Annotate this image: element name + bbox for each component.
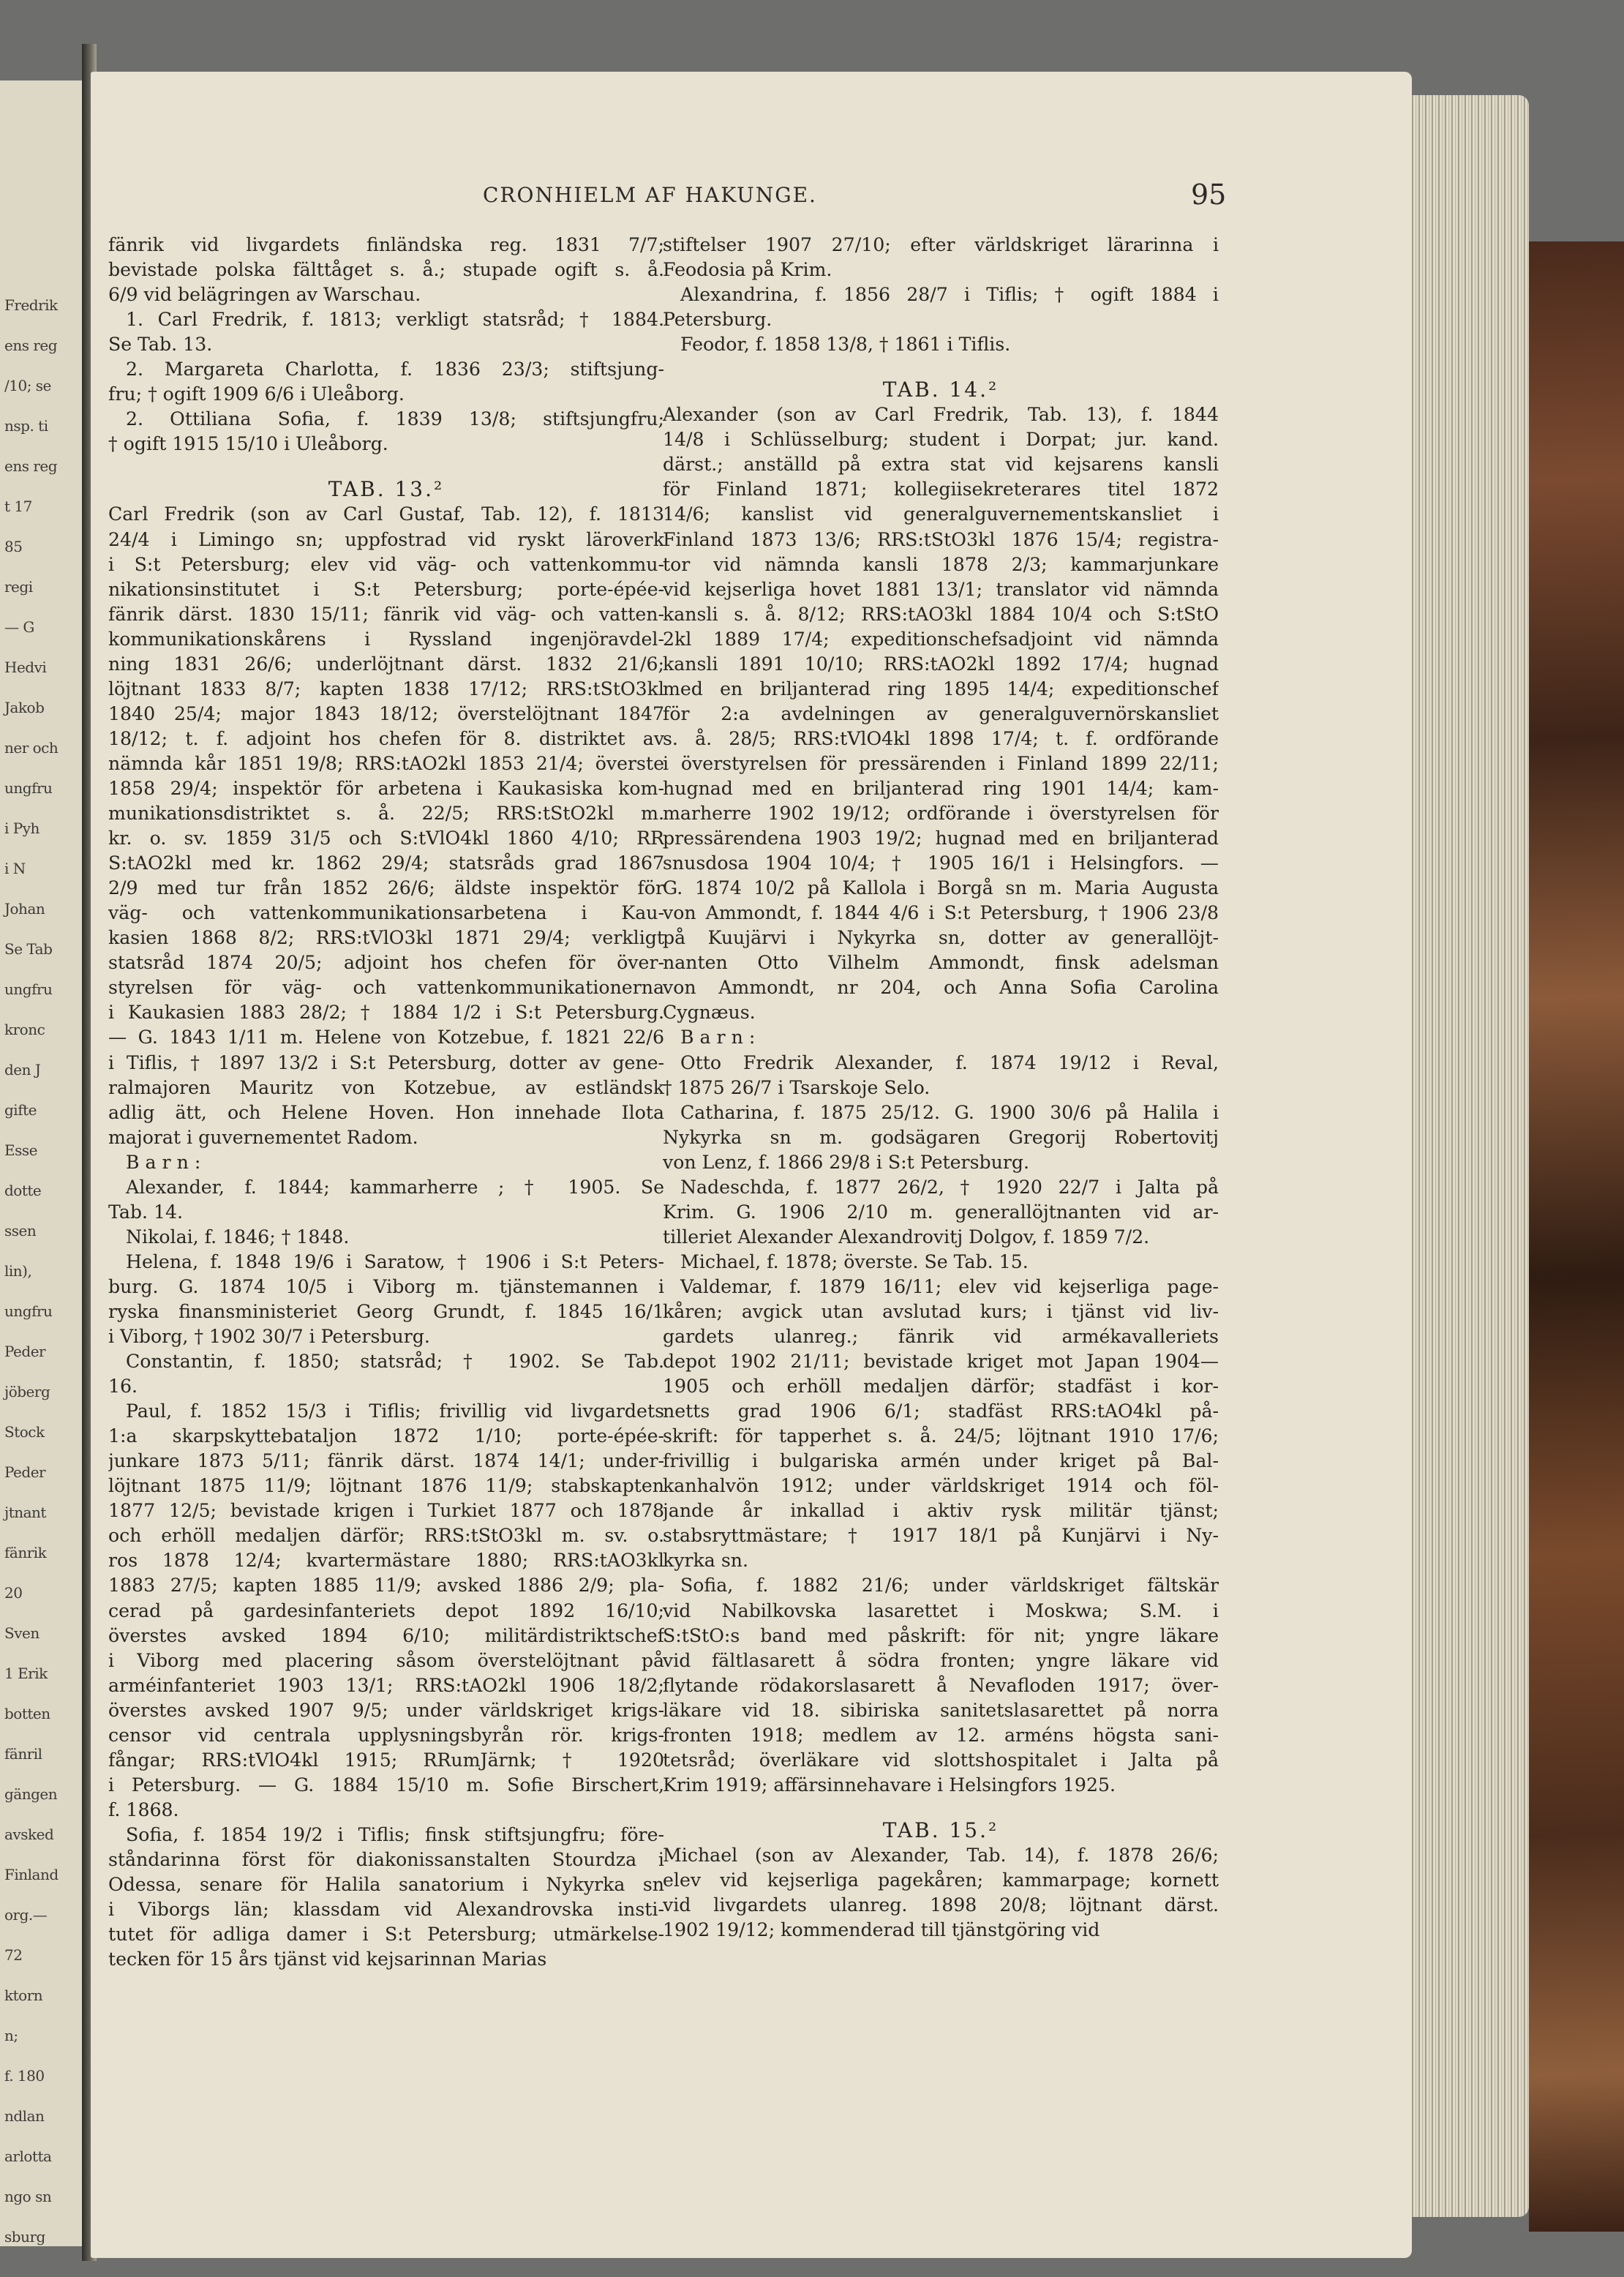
text-line: på Kuujärvi i Nykyrka sn, dotter av generallöjt- [663, 927, 1219, 949]
blank-line [663, 357, 1219, 378]
text-line: Feodosia på Krim. [663, 259, 832, 281]
text-line: nanten Otto Vilhelm Ammondt, finsk adelsman [663, 952, 1219, 974]
text-line: 14/8 i Schlüsselburg; student i Dorpat; jur. kand. [663, 429, 1219, 451]
page-number: 95 [1191, 179, 1227, 211]
text-line: Alexandrina, f. 1856 28/7 i Tiflis; † ogift 1884 i [680, 284, 1219, 306]
text-line: † ogift 1915 15/10 i Uleåborg. [108, 433, 388, 455]
text-line: för 2:a avdelningen av generalguvernörskansliet [663, 702, 1219, 724]
text-line: von Ammondt, nr 204, och Anna Sofia Carolina [663, 977, 1219, 999]
marbled-cover [1529, 241, 1624, 2232]
previous-page-text-fragment: Jakob [4, 699, 45, 716]
previous-page-text-fragment: den J [4, 1061, 41, 1079]
text-line: 1840 25/4; major 1843 18/12; överstelöjtnant 1847 [108, 702, 664, 724]
text-line: kansli 1891 10/10; RRS:tAO2kl 1892 17/4; hugnad [663, 653, 1219, 675]
text-line: G. 1874 10/2 på Kallola i Borgå sn m. Maria Augusta [663, 877, 1219, 899]
previous-page-text-fragment: jtnant [4, 1504, 46, 1521]
text-line: 18/12; t. f. adjoint hos chefen för 8. distriktet av [108, 727, 664, 749]
previous-page-text-fragment: lin), [4, 1262, 32, 1280]
previous-page-text-fragment: 72 [4, 1946, 23, 1964]
text-line: s. å. 28/5; RRS:tVlO4kl 1898 17/4; t. f. ordförande [663, 727, 1219, 749]
previous-page-text-fragment: t 17 [4, 498, 32, 515]
text-line: 1905 och erhöll medaljen därför; stadfäst i kor- [663, 1376, 1219, 1398]
text-line: fänrik därst. 1830 15/11; fänrik vid väg- och vatten- [108, 603, 664, 625]
text-line: kommunikationskårens i Ryssland ingenjöravdel- [108, 628, 664, 650]
table-heading: TAB. 14.² [882, 378, 999, 402]
previous-page-text-fragment: 20 [4, 1584, 23, 1602]
text-line: Sofia, f. 1882 21/6; under världskriget fältskär [680, 1575, 1219, 1597]
text-line: löjtnant 1833 8/7; kapten 1838 17/12; RRS:tStO3kl [108, 678, 664, 699]
text-line: 1877 12/5; bevistade krigen i Turkiet 1877 och 1878 [108, 1500, 664, 1522]
text-line: frivillig i bulgariska armén under kriget på Bal- [663, 1450, 1219, 1472]
previous-page-text-fragment: f. 180 [4, 2067, 45, 2085]
text-line: vid kejserliga hovet 1881 13/1; translator vid nämnda [663, 578, 1219, 600]
text-line: i S:t Petersburg; elev vid väg- och vattenkommu- [108, 553, 664, 575]
text-line: Feodor, f. 1858 13/8, † 1861 i Tiflis. [680, 334, 1011, 356]
previous-page-text-fragment: fänrik [4, 1544, 47, 1561]
text-line: fänrik vid livgardets finländska reg. 1831 7/7; [108, 234, 664, 255]
text-line: skrift: för tapperhet s. å. 24/5; löjtnant 1910 17/6; [663, 1425, 1219, 1447]
text-line: nikationsinstitutet i S:t Petersburg; porte-épée- [108, 578, 664, 600]
text-line: väg- och vattenkommunikationsarbetena i Kau- [108, 902, 664, 924]
text-line: elev vid kejserliga pagekåren; kammarpage; kornett [663, 1869, 1219, 1891]
text-line: statsråd 1874 20/5; adjoint hos chefen för över- [108, 952, 664, 974]
text-line: i Viborgs län; klassdam vid Alexandrovska insti- [108, 1899, 664, 1921]
previous-page-text-fragment: Stock [4, 1423, 45, 1441]
text-line: adlig ätt, och Helene Hoven. Hon innehade Ilota [108, 1101, 664, 1123]
text-line: för Finland 1871; kollegiisekreterares titel 1872 [663, 479, 1219, 500]
previous-page-text-fragment: org.— [4, 1906, 48, 1924]
text-line: Nikolai, f. 1846; † 1848. [126, 1226, 350, 1248]
text-line: vid Nabilkovska lasarettet i Moskwa; S.M. i [663, 1599, 1219, 1621]
text-line: junkare 1873 5/11; fänrik därst. 1874 14/1; under- [108, 1450, 664, 1472]
text-line: vid fältlasarett å södra fronten; yngre läkare vid [663, 1649, 1219, 1671]
text-line: Paul, f. 1852 15/3 i Tiflis; frivillig vid livgardets [126, 1400, 664, 1422]
text-line: Otto Fredrik Alexander, f. 1874 19/12 i Reval, [680, 1051, 1219, 1073]
text-line: Tab. 14. [108, 1201, 184, 1223]
text-line: fronten 1918; medlem av 12. arméns högsta sani- [663, 1724, 1219, 1746]
text-line: Se Tab. 13. [108, 334, 213, 356]
text-line: pressärendena 1903 19/2; hugnad med en briljanterad [663, 828, 1219, 849]
text-line: majorat i guvernementet Radom. [108, 1126, 418, 1148]
text-line: i Kaukasien 1883 28/2; † 1884 1/2 i S:t Petersburg. [108, 1002, 664, 1024]
text-column-left [108, 233, 664, 1972]
text-line: jande år inkallad i aktiv rysk militär tjänst; [663, 1500, 1219, 1522]
previous-page-text-fragment: ndlan [4, 2107, 45, 2125]
previous-page-text-fragment: Finland [4, 1866, 59, 1883]
text-line: bevistade polska fälttåget s. å.; stupade ogift s. å. [108, 259, 664, 281]
text-line: B a r n : [126, 1151, 201, 1173]
text-line: Michael, f. 1878; överste. Se Tab. 15. [680, 1250, 1029, 1272]
text-line: Alexander (son av Carl Fredrik, Tab. 13), f. 1844 [663, 404, 1219, 426]
text-line: tilleriet Alexander Alexandrovitj Dolgov, f. 1859 7/2. [663, 1226, 1150, 1248]
text-line: tetsråd; överläkare vid slottshospitalet i Jalta på [663, 1749, 1219, 1771]
text-line: 2. Margareta Charlotta, f. 1836 23/3; stiftsjung- [126, 359, 664, 380]
text-line: flytande rödakorslasarett å Nevafloden 1917; över- [663, 1674, 1219, 1696]
previous-page-text-fragment: Johan [4, 900, 45, 918]
text-line: Alexander, f. 1844; kammarherre ; † 1905. Se [126, 1176, 664, 1198]
text-line: 6/9 vid belägringen av Warschau. [108, 284, 421, 306]
text-line: kyrka sn. [663, 1550, 748, 1572]
text-line: S:tAO2kl med kr. 1862 29/4; statsråds grad 1867 [108, 852, 664, 874]
text-line: ros 1878 12/4; kvartermästare 1880; RRS:tAO3kl [108, 1550, 664, 1572]
text-line: 1883 27/5; kapten 1885 11/9; avsked 1886 2/9; pla- [108, 1575, 664, 1597]
previous-page-text-fragment: Hedvi [4, 659, 47, 676]
previous-page-text-fragment: 1 Erik [4, 1665, 48, 1682]
previous-page-text-fragment: ssen [4, 1222, 37, 1239]
text-line: tor vid nämnda kansli 1878 2/3; kammarjunkare [663, 553, 1219, 575]
text-line: ralmajoren Mauritz von Kotzebue, av estländsk [108, 1076, 664, 1098]
text-line: kanhalvön 1912; under världskriget 1914 och föl- [663, 1475, 1219, 1497]
text-line: i Petersburg. — G. 1884 15/10 m. Sofie Birschert, [108, 1774, 664, 1796]
text-line: S:tStO:s band med påskrift: för nit; yngre läkare [663, 1624, 1219, 1646]
previous-page-text-fragment: ens reg [4, 337, 58, 354]
text-line: burg. G. 1874 10/5 i Viborg m. tjänstemannen i [108, 1275, 664, 1297]
text-line: 1:a skarpskyttebataljon 1872 1/10; porte-épée- [108, 1425, 664, 1447]
text-line: marherre 1902 19/12; ordförande i överstyrelsen för [663, 803, 1219, 825]
blank-line [663, 1798, 1219, 1818]
text-line: i Viborg med placering såsom överstelöjtnant på [108, 1649, 664, 1671]
text-line: snusdosa 1904 10/4; † 1905 16/1 i Helsingfors. — [663, 852, 1219, 874]
text-line: gardets ulanreg.; fänrik vid armékavalleriets [663, 1326, 1219, 1348]
previous-page-text-fragment: i N [4, 860, 26, 877]
text-line: Finland 1873 13/6; RRS:tStO3kl 1876 15/4; registra- [663, 528, 1219, 550]
previous-page-text-fragment: ungfru [4, 1302, 53, 1320]
previous-page-text-fragment: dotte [4, 1182, 42, 1199]
text-line: Krim 1919; affärsinnehavare i Helsingfors 1925. [663, 1774, 1116, 1796]
previous-page-text-fragment: nsp. ti [4, 417, 48, 435]
text-line: 2kl 1889 17/4; expeditionschefsadjoint vid nämnda [663, 628, 1219, 650]
text-line: † 1875 26/7 i Tsarskoje Selo. [663, 1076, 931, 1098]
text-column-right [663, 233, 1219, 1943]
text-line: 14/6; kanslist vid generalguvernementskansliet i [663, 503, 1219, 525]
text-line: 24/4 i Limingo sn; uppfostrad vid ryskt läroverk [108, 528, 664, 550]
text-line: överstes avsked 1907 9/5; under världskriget krigs- [108, 1699, 664, 1721]
previous-page-text-fragment: kronc [4, 1021, 45, 1038]
text-line: von Ammondt, f. 1844 4/6 i S:t Petersburg, † 1906 23/8 [663, 902, 1219, 924]
text-line: fångar; RRS:tVlO4kl 1915; RRumJärnk; † 1920 [108, 1749, 664, 1771]
text-line: löjtnant 1875 11/9; löjtnant 1876 11/9; stabskapten [108, 1475, 664, 1497]
text-line: Valdemar, f. 1879 16/11; elev vid kejserliga page- [680, 1275, 1219, 1297]
text-line: von Lenz, f. 1866 29/8 i S:t Petersburg. [663, 1151, 1030, 1173]
text-line: 1. Carl Fredrik, f. 1813; verkligt statsråd; † 1884. [126, 309, 664, 331]
text-line: 2. Ottiliana Sofia, f. 1839 13/8; stiftsjungfru; [126, 408, 664, 430]
previous-page-text-fragment: sburg [4, 2228, 45, 2246]
text-line: Sofia, f. 1854 19/2 i Tiflis; finsk stiftsjungfru; före- [126, 1823, 664, 1845]
text-line: Constantin, f. 1850; statsråd; † 1902. Se Tab. [126, 1351, 664, 1373]
previous-page-text-fragment: arlotta [4, 2147, 52, 2165]
text-line: ryska finansministeriet Georg Grundt, f. 1845 16/1 [108, 1300, 664, 1322]
previous-page-text-fragment: /10; se [4, 377, 51, 394]
blank-line [108, 457, 664, 477]
text-line: depot 1902 21/11; bevistade kriget mot Japan 1904— [663, 1351, 1219, 1373]
previous-page-text-fragment: Peder [4, 1343, 46, 1360]
text-line: 1858 29/4; inspektör för arbetena i Kaukasiska kom- [108, 777, 664, 799]
previous-page-text-fragment: Sven [4, 1624, 40, 1642]
previous-page-text-fragment: n; [4, 2027, 18, 2044]
text-line: Carl Fredrik (son av Carl Gustaf, Tab. 12), f. 1813 [108, 503, 664, 525]
previous-page-text-fragment: — G [4, 618, 34, 636]
previous-page-text-fragment: ner och [4, 739, 59, 757]
text-line: med en briljanterad ring 1895 14/4; expeditionschef [663, 678, 1219, 699]
previous-page-text-fragment: gifte [4, 1101, 37, 1119]
text-line: stabsryttmästare; † 1917 18/1 på Kunjärvi i Ny- [663, 1525, 1219, 1547]
text-line: Michael (son av Alexander, Tab. 14), f. 1878 26/6; [663, 1844, 1219, 1866]
text-line: tecken för 15 års tjänst vid kejsarinnan Marias [108, 1948, 547, 1970]
previous-page-text-fragment: Se Tab [4, 940, 53, 958]
text-line: nämnda kår 1851 19/8; RRS:tAO2kl 1853 21/4; överste [108, 752, 664, 774]
text-line: netts grad 1906 6/1; stadfäst RRS:tAO4kl på- [663, 1400, 1219, 1422]
text-line: kr. o. sv. 1859 31/5 och S:tVlO4kl 1860 4/10; RR [108, 828, 664, 849]
text-line: B a r n : [680, 1027, 756, 1049]
text-line: i Viborg, † 1902 30/7 i Petersburg. [108, 1326, 430, 1348]
text-line: vid livgardets ulanreg. 1898 20/8; löjtnant därst. [663, 1894, 1219, 1916]
running-title: CRONHIELM AF HAKUNGE. [483, 183, 817, 207]
text-line: överstes avsked 1894 6/10; militärdistriktschef [108, 1624, 664, 1646]
text-line: Nadeschda, f. 1877 26/2, † 1920 22/7 i Jalta på [680, 1176, 1219, 1198]
text-line: 1902 19/12; kommenderad till tjänstgöring vid [663, 1919, 1100, 1941]
text-line: f. 1868. [108, 1798, 179, 1820]
previous-page-text-fragment: ens reg [4, 457, 58, 475]
previous-page-text-fragment: ungfru [4, 779, 53, 797]
text-line: kåren; avgick utan avslutad kurs; i tjänst vid liv- [663, 1300, 1219, 1322]
previous-page-text-fragment: ktorn [4, 1987, 43, 2004]
text-line: Krim. G. 1906 2/10 m. generallöjtnanten vid ar- [663, 1201, 1219, 1223]
previous-page-text-fragment: Fredrik [4, 296, 58, 314]
text-line: läkare vid 18. sibiriska sanitetslasarettet på norra [663, 1699, 1219, 1721]
text-line: Cygnæus. [663, 1002, 756, 1024]
text-line: Helena, f. 1848 19/6 i Saratow, † 1906 i S:t Peters- [126, 1250, 664, 1272]
text-line: 2/9 med tur från 1852 26/6; äldste inspektör för [108, 877, 664, 899]
text-line: Nykyrka sn m. godsägaren Gregorij Robertovitj [663, 1126, 1219, 1148]
text-line: hugnad med en briljanterad ring 1901 14/4; kam- [663, 777, 1219, 799]
previous-page-text-fragment: ngo sn [4, 2188, 52, 2205]
previous-page-text-fragment: gängen [4, 1785, 58, 1803]
text-line: kasien 1868 8/2; RRS:tVlO3kl 1871 29/4; verkligt [108, 927, 664, 949]
text-line: arméinfanteriet 1903 13/1; RRS:tAO2kl 1906 18/2; [108, 1674, 664, 1696]
text-line: stiftelser 1907 27/10; efter världskriget lärarinna i [663, 234, 1219, 255]
previous-page-text-fragment: Esse [4, 1141, 37, 1159]
previous-page-text-fragment: botten [4, 1705, 50, 1722]
text-line: munikationsdistriktet s. å. 22/5; RRS:tStO2kl m. [108, 803, 664, 825]
previous-page-text-fragment: avsked [4, 1826, 54, 1843]
text-line: därst.; anställd på extra stat vid kejsarens kansli [663, 454, 1219, 476]
text-line: och erhöll medaljen därför; RRS:tStO3kl m. sv. o. [108, 1525, 664, 1547]
previous-page-text-fragment: Peder [4, 1463, 46, 1481]
previous-page-text-fragment: jöberg [4, 1383, 50, 1400]
table-heading: TAB. 13.² [328, 477, 445, 502]
text-line: styrelsen för väg- och vattenkommunikationerna [108, 977, 664, 999]
previous-page-text-fragment: i Pyh [4, 819, 40, 837]
previous-page-edge [0, 80, 86, 2246]
previous-page-text-fragment: fänril [4, 1745, 42, 1763]
text-line: censor vid centrala upplysningsbyrån rör. krigs- [108, 1724, 664, 1746]
text-line: Petersburg. [663, 309, 772, 331]
text-line: fru; † ogift 1909 6/6 i Uleåborg. [108, 383, 405, 405]
text-line: ning 1831 26/6; underlöjtnant därst. 1832 21/6; [108, 653, 664, 675]
text-line: tutet för adliga damer i S:t Petersburg; utmärkelse- [108, 1924, 664, 1946]
previous-page-text-fragment: 85 [4, 538, 23, 555]
previous-page-text-fragment: regi [4, 578, 33, 596]
text-line: ståndarinna först för diakonissanstalten Stourdza i [108, 1849, 664, 1870]
text-line: Odessa, senare för Halila sanatorium i Nykyrka sn [108, 1874, 664, 1896]
text-line: i Tiflis, † 1897 13/2 i S:t Petersburg, dotter av gene- [108, 1051, 664, 1073]
text-line: — G. 1843 1/11 m. Helene von Kotzebue, f. 1821 22/6 [108, 1027, 664, 1049]
table-heading: TAB. 15.² [882, 1818, 999, 1842]
text-line: cerad på gardesinfanteriets depot 1892 16/10; [108, 1599, 664, 1621]
text-line: 16. [108, 1376, 138, 1398]
text-line: Catharina, f. 1875 25/12. G. 1900 30/6 på Halila i [680, 1101, 1219, 1123]
previous-page-text-fragment: ungfru [4, 980, 53, 998]
text-line: kansli s. å. 8/12; RRS:tAO3kl 1884 10/4 och S:tStO [663, 603, 1219, 625]
text-line: i överstyrelsen för pressärenden i Finland 1899 22/11; [663, 752, 1219, 774]
